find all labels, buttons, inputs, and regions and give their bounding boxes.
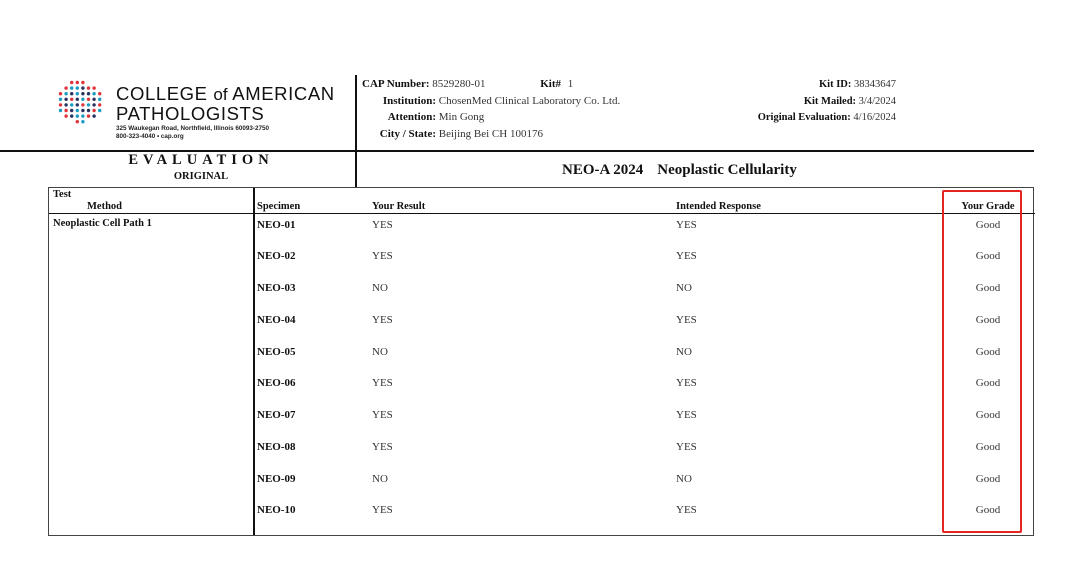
specimen-cell: NEO-07 [257,409,296,421]
logo-dot [87,103,90,106]
header-your-grade: Your Grade [961,201,1015,212]
original-eval-row [758,110,896,127]
logo-dot [70,98,73,101]
logo-dot [70,109,73,112]
logo-dot [81,86,84,89]
specimen-cell: NEO-02 [257,250,296,262]
grade-column-highlight [942,190,1022,533]
specimen-cell: NEO-01 [257,219,296,231]
kit-mailed-label: Kit Mailed: [803,95,857,107]
table-row [49,281,1033,295]
logo-dot [87,98,90,101]
your-result-cell: NO [372,473,388,485]
kit-mailed-row [758,94,896,111]
evaluation-title: EVALUATION [128,152,274,168]
city-value: Beijing Bei CH 100176 [438,127,543,140]
logo-dot [92,114,95,117]
logo-dot [59,103,62,106]
logo-dot [81,109,84,112]
logo-dot [70,92,73,95]
city-label: City / State: [379,127,436,140]
cap-number-row [362,77,620,94]
logo-dot [81,120,84,123]
your-grade-cell: Good [975,282,1001,294]
intended-response-cell: YES [676,314,697,326]
logo-dot [59,98,62,101]
logo-dot [98,92,101,95]
your-result-cell: YES [372,504,393,516]
logo-dot [64,92,67,95]
attention-row [362,110,620,127]
logo-dot [70,86,73,89]
header-left-block [362,77,620,143]
your-result-cell: YES [372,441,393,453]
your-grade-cell: Good [975,504,1001,516]
your-result-cell: YES [372,314,393,326]
logo-dot [98,109,101,112]
logo-dot [92,103,95,106]
logo-dot [59,92,62,95]
logo-dot [87,109,90,112]
intended-response-cell: YES [676,377,697,389]
attention-label: Attention: [387,111,436,123]
cap-number-value: 8529280-01 [432,78,486,90]
kit-id-row [758,77,896,94]
intended-response-cell: YES [676,250,697,262]
table-row [49,503,1033,517]
table-row [49,408,1033,422]
intended-response-cell: YES [676,441,697,453]
logo-dot [87,92,90,95]
logo-dot [98,98,101,101]
logo-dot [70,114,73,117]
logo-dot [92,92,95,95]
your-result-cell: NO [372,346,388,358]
program-name: Neoplastic Cellularity [657,162,797,178]
header-your-result: Your Result [372,201,426,212]
your-grade-cell: Good [975,346,1001,358]
header-intended-response: Intended Response [676,201,761,212]
logo-dot [64,114,67,117]
table-row [49,376,1033,390]
header-specimen: Specimen [257,201,301,212]
intended-response-cell: YES [676,409,697,421]
your-grade-cell: Good [975,219,1001,231]
logo-dot [76,103,79,106]
kit-label: Kit# [540,78,561,90]
header-right-block [758,77,896,127]
your-grade-cell: Good [975,377,1001,389]
kit-id-value: 38343647 [854,79,896,90]
your-result-cell: NO [372,282,388,294]
organization-address: 325 Waukegan Road, Northfield, Illinois 60093-2750 [116,125,270,132]
logo-dot [76,120,79,123]
kit-id-label: Kit ID: [819,79,852,90]
method-header-underline [49,213,253,214]
logo-dot [81,103,84,106]
logo-dot [76,109,79,112]
cap-number-label: CAP Number: [362,78,430,90]
logo-dot [87,114,90,117]
logo-dot [64,103,67,106]
specimen-cell: NEO-06 [257,377,296,389]
header-method: Method [87,201,122,212]
evaluation-subtitle: ORIGINAL [173,171,229,182]
logo-dot [98,103,101,106]
kit-number-value: 1 [567,78,574,90]
table-row [49,440,1033,454]
your-grade-cell: Good [975,250,1001,262]
results-table [48,187,1034,536]
logo-dot [64,109,67,112]
columns-header-underline [254,213,1035,214]
table-row [49,249,1033,263]
logo-dot [76,81,79,84]
logo-dot [70,81,73,84]
institution-row [362,94,620,111]
original-eval-value: 4/16/2024 [853,112,896,123]
your-grade-cell: Good [975,409,1001,421]
attention-value: Min Gong [438,111,485,123]
organization-name: COLLEGE of AMERICAN [116,83,335,104]
logo-dot [87,86,90,89]
city-row [362,127,620,144]
your-result-cell: YES [372,250,393,262]
organization-name-line2: PATHOLOGISTS [116,103,265,124]
logo-dot [81,114,84,117]
your-grade-cell: Good [975,314,1001,326]
logo-dot [81,81,84,84]
logo-dot [81,92,84,95]
logo-dot [76,92,79,95]
table-row [49,218,1033,232]
intended-response-cell: NO [676,473,692,485]
specimen-cell: NEO-08 [257,441,296,453]
header-test: Test [53,189,72,200]
institution-value: ChosenMed Clinical Laboratory Co. Ltd. [438,94,621,107]
institution-label: Institution: [382,94,436,107]
header-vertical-divider [355,75,357,188]
logo-dot [76,98,79,101]
specimen-cell: NEO-05 [257,346,296,358]
your-result-cell: YES [372,377,393,389]
logo-dot [76,114,79,117]
your-grade-cell: Good [975,441,1001,453]
table-row [49,313,1033,327]
logo-dot [92,86,95,89]
logo-dot [81,98,84,101]
specimen-cell: NEO-04 [257,314,296,326]
specimen-cell: NEO-03 [257,282,296,294]
logo-dot [70,103,73,106]
original-eval-label: Original Evaluation: [757,112,851,123]
logo-dot [92,109,95,112]
your-result-cell: YES [372,219,393,231]
logo-dot [59,109,62,112]
cap-logo-icon [56,78,104,126]
logo-dot [92,98,95,101]
program-code: NEO-A 2024 [562,162,644,178]
intended-response-cell: NO [676,282,692,294]
specimen-cell: NEO-10 [257,504,296,516]
organization-contact: 800-323-4040 • cap.org [116,133,184,140]
intended-response-cell: NO [676,346,692,358]
logo-dot [64,98,67,101]
intended-response-cell: YES [676,504,697,516]
table-row [49,345,1033,359]
kit-mailed-value: 3/4/2024 [858,95,896,107]
test-method-name: Neoplastic Cell Path 1 [53,218,152,229]
your-result-cell: YES [372,409,393,421]
your-grade-cell: Good [975,473,1001,485]
logo-dot [76,86,79,89]
logo-dot [64,86,67,89]
intended-response-cell: YES [676,219,697,231]
table-row [49,472,1033,486]
specimen-cell: NEO-09 [257,473,296,485]
program-title [562,161,797,179]
